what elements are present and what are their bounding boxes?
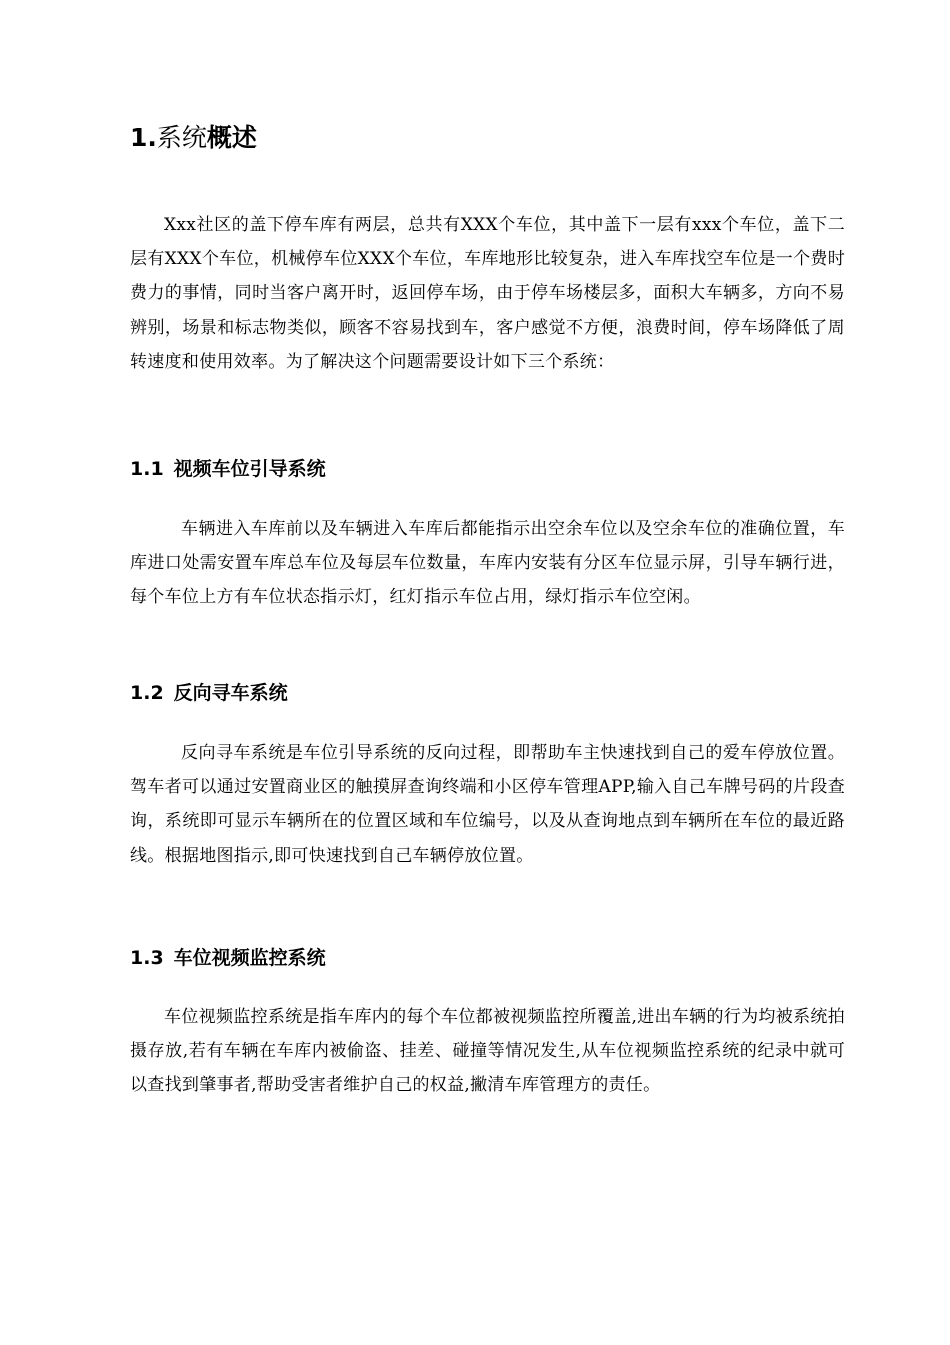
section-number: 1.3 [130,947,164,969]
intro-paragraph: Xxx社区的盖下停车库有两层，总共有XXX个车位，其中盖下一层有xxx个车位，盖下二层有XXX个车位，机械停车位XXX个车位，车库地形比较复杂，进入车库找空车位是一个费时费力的事情，同时当客户离开时，返回停车场，由于停车场楼层多，面积大车辆多，方向不易辨别，场景和标志物类似，顾客不容易找到车，客户感觉不方便，浪费时间，停车场降低了周转速度和使用效率。为了解决这个问题需要设计如下三个系统： [130,215,845,372]
title-part-b: 概述 [206,123,257,152]
section-title: 视频车位引导系统 [173,458,326,480]
section-title: 车位视频监控系统 [173,947,326,969]
section-heading-1-2 [130,679,288,707]
section-body-1-3: 车位视频监控系统是指车库内的每个车位都被视频监控所覆盖,进出车辆的行为均被系统拍摄存放,若有车辆在车库内被偷盗、挂差、碰撞等情况发生,从车位视频监控系统的纪录中就可以查找到肇事者,帮助受害者维护自己的权益,撇清车库管理方的责任。 [130,1007,845,1096]
section-number: 1.2 [130,682,164,704]
section-body-1-2: 反向寻车系统是车位引导系统的反向过程，即帮助车主快速找到自己的爱车停放位置。驾车者可以通过安置商业区的触摸屏查询终端和小区停车管理APP,输入自己车牌号码的片段查询，系统即可显示车辆所在的位置区域和车位编号，以及从查询地点到车辆所在车位的最近路线。根据地图指示,即可快速找到自己车辆停放位置。 [130,743,845,866]
page-title [130,118,257,158]
title-number: 1. [130,123,157,152]
section-number: 1.1 [130,458,164,480]
section-heading-1-1 [130,455,326,483]
section-title: 反向寻车系统 [173,682,288,704]
title-part-a: 系统 [156,123,207,152]
section-heading-1-3 [130,944,326,972]
section-body-1-1: 车辆进入车库前以及车辆进入车库后都能指示出空余车位以及空余车位的准确位置，车库进口处需安置车库总车位及每层车位数量，车库内安装有分区车位显示屏，引导车辆行进，每个车位上方有车位状态指示灯，红灯指示车位占用，绿灯指示车位空闲。 [130,519,845,608]
